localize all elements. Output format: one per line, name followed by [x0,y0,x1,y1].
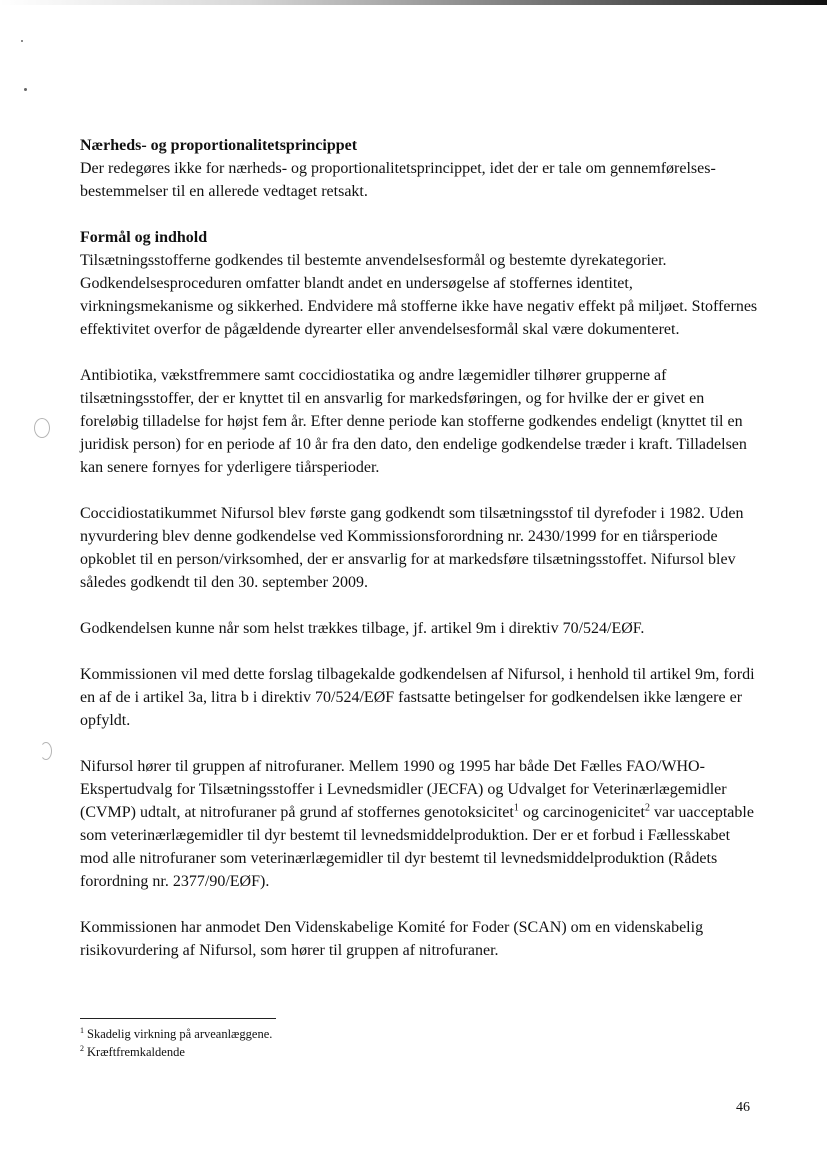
section-heading: Formål og indhold [80,229,208,246]
body-paragraph: Godkendelsen kunne når som helst trækkes tilbage, jf. artikel 9m i direktiv 70/524/EØF. [80,620,645,637]
section-paragraph: Der redegøres ikke for nærheds- og proportionalitetsprincippet, idet der er tale om gennemførelses-bestemmelser til en allerede vedtaget retsakt. [80,160,716,200]
footnote-number: 1 [80,1025,84,1035]
text-run: Nifursol hører til gruppen af nitrofuraner. Mellem 1990 og 1995 har både Det Fælles FAO/WHO-Ekspertudvalg for Tilsætningsstoffer i Levnedsmidler (JECFA) og Udvalget for Veterinærlægemidler (CVMP) udtalt, at nitrofuraner på grund af stoffernes genotoksicitet [80,758,727,821]
scan-speck [24,88,27,91]
page-number: 46 [736,1100,750,1115]
paragraph-antibiotics [80,364,760,479]
footnote-item [80,1025,760,1043]
footnote-number: 2 [80,1043,84,1053]
footnote-item [80,1043,760,1061]
body-paragraph: Antibiotika, vækstfremmere samt coccidiostatika og andre lægemidler tilhører grupperne af tilsætningsstoffer, der er knyttet til en ansvarlig for markedsføringen, og for hvilke der er givet en foreløbig tilladelse for højst fem år. Efter denne periode kan stofferne godkendes endeligt (knyttet til en juridisk person) for en periode af 10 år fra den dato, den endelige godkendelse træder i kraft. Tilladelsen kan senere fornyes for yderligere tiårsperioder. [80,367,747,476]
paragraph-commission-proposal [80,663,760,732]
text-run: og carcinogenicitet [518,804,645,821]
footnote-reference: 1 [513,802,519,814]
body-paragraph: Kommissionen vil med dette forslag tilbagekalde godkendelsen af Nifursol, i henhold til artikel 9m, fordi en af de i artikel 3a, litra b i direktiv 70/524/EØF fastsatte betingelser for godkendelsen ikke længere er opfyldt. [80,666,755,729]
footnotes [80,1018,760,1061]
section-purpose-content [80,226,760,341]
text-run: var uacceptable som veterinærlægemidler til dyr bestemt til levnedsmiddelproduktion. Der er et forbud i Fællesskabet mod alle nitrofuraner som veterinærlægemidler til dyr bestemt til levnedsmiddelproduktion (Rådets forordning nr. 2377/90/EØF). [80,804,754,890]
section-paragraph: Tilsætningsstofferne godkendes til bestemte anvendelsesformål og bestemte dyrekategorier. Godkendelsesproceduren omfatter blandt andet en undersøgelse af stoffernes identitet, virkningsmekanisme og sikkerhed. Endvidere må stofferne ikke have negativ effekt på miljøet. Stoffernes effektivitet overfor de pågældende dyrearter eller anvendelsesformål skal være dokumenteret. [80,252,758,338]
footnote-reference: 2 [644,802,650,814]
scan-speck [21,40,23,42]
footnote-text: Skadelig virkning på arveanlæggene. [87,1027,273,1041]
punch-hole-mark-upper [34,418,50,438]
paragraph-withdrawal [80,617,760,640]
section-heading: Nærheds- og proportionalitetsprincippet [80,137,358,154]
scan-top-edge [0,0,827,5]
footnote-separator [80,1018,276,1019]
body-paragraph [80,755,760,893]
paragraph-scan-request [80,916,760,962]
paragraph-nitrofurans [80,755,760,893]
document-body [80,134,760,985]
section-subsidiarity [80,134,760,203]
body-paragraph: Coccidiostatikummet Nifursol blev første gang godkendt som tilsætningsstof til dyrefoder i 1982. Uden nyvurdering blev denne godkendelse ved Kommissionsforordning nr. 2430/1999 for en tiårsperiode opkoblet til en person/virksomhed, der er ansvarlig for at markedsføre tilsætningsstoffet. Nifursol blev således godkendt til den 30. september 2009. [80,505,744,591]
body-paragraph: Kommissionen har anmodet Den Videnskabelige Komité for Foder (SCAN) om en videnskabelig risikovurdering af Nifursol, som hører til gruppen af nitrofuraner. [80,919,704,959]
footnote-text: Kræftfremkaldende [87,1045,185,1059]
paragraph-nifursol-approval [80,502,760,594]
punch-hole-mark-lower [40,742,52,760]
